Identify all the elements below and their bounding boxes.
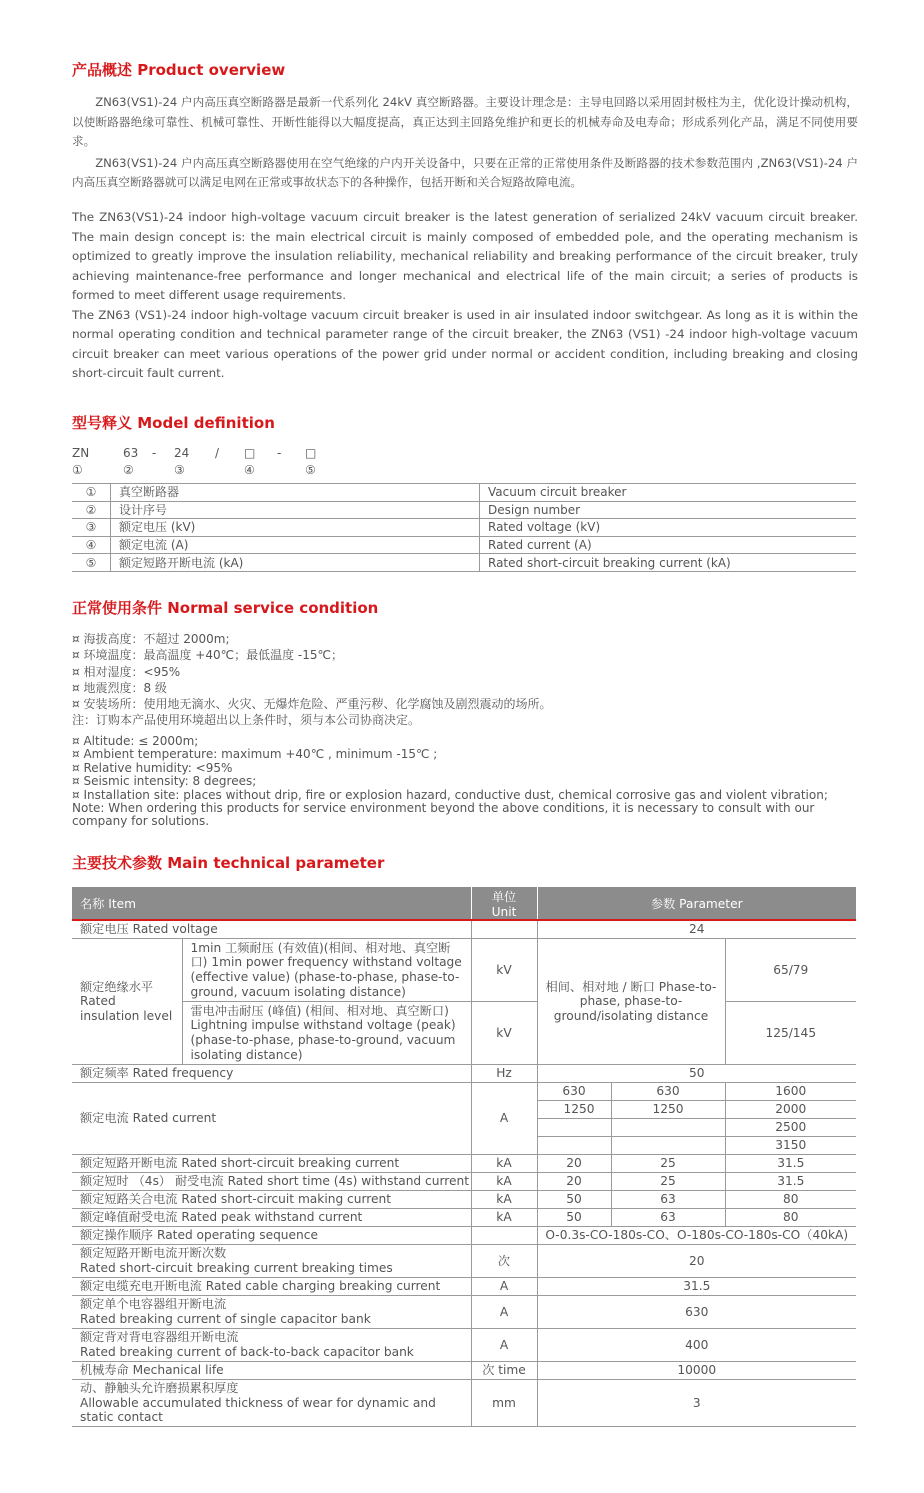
- row-name: [72, 1245, 471, 1278]
- row-unit: mm: [471, 1380, 537, 1427]
- header-unit: 单位 Unit: [471, 887, 537, 920]
- table-row: [72, 1209, 856, 1227]
- row-unit: A: [471, 1083, 537, 1155]
- row-num: ④: [72, 536, 111, 554]
- code-num: ②: [123, 463, 134, 477]
- code-num: ①: [72, 463, 83, 477]
- row-subname: 雷电冲击耐压 (峰值) (相间、相对地、真空断口) Lightning impulse withstand voltage (peak) (phase-to-phase, phase-to-ground, vacuum isolating distance): [182, 1002, 471, 1065]
- row-value: 2500: [725, 1119, 856, 1137]
- row-name-cn: 额定背对背电容器组开断电流: [80, 1330, 239, 1345]
- list-item: ¤ 地震烈度：8 级: [72, 680, 167, 695]
- row-name-en: Allowable accumulated thickness of wear for dynamic and static contact: [80, 1395, 436, 1425]
- section-title-model: 型号释义 Model definition: [72, 414, 275, 432]
- list-item: ¤ Seismic intensity: 8 degrees;: [72, 774, 257, 789]
- row-value: 24: [537, 920, 856, 939]
- code-part: 63: [123, 446, 139, 460]
- row-name: 额定短路关合电流 Rated short-circuit making current: [72, 1191, 471, 1209]
- technical-parameter-table: [72, 887, 856, 1427]
- code-num: ⑤: [305, 463, 316, 477]
- row-value: 1600: [725, 1083, 856, 1101]
- row-unit: kA: [471, 1209, 537, 1227]
- list-item: ¤ 海拔高度：不超过 2000m;: [72, 632, 230, 646]
- row-name: 额定电流 Rated current: [72, 1083, 471, 1155]
- row-unit: kA: [471, 1191, 537, 1209]
- table-row: [72, 939, 856, 1002]
- row-value: 3: [537, 1380, 856, 1427]
- model-definition-table: [72, 483, 856, 572]
- list-item: ¤ 环境温度：最高温度 +40℃；最低温度 -15℃；: [72, 648, 343, 663]
- section-title-overview: 产品概述 Product overview: [72, 61, 286, 79]
- row-name: [72, 1380, 471, 1427]
- code-part: -: [152, 446, 157, 460]
- row-value: 2000: [725, 1101, 856, 1119]
- row-en: Rated short-circuit breaking current (kA): [480, 554, 857, 572]
- row-num: ①: [72, 484, 111, 502]
- row-cn: 额定电压 (kV): [111, 519, 480, 537]
- row-value: O-0.3s-CO-180s-CO、O-180s-CO-180s-CO（40kA): [537, 1227, 856, 1245]
- row-en: Rated voltage (kV): [480, 519, 857, 537]
- code-part: /: [215, 446, 220, 460]
- row-unit: A: [471, 1296, 537, 1329]
- row-name: [72, 1296, 471, 1329]
- row-en: Rated current (A): [480, 536, 857, 554]
- overview-en-text: [72, 208, 858, 384]
- header-parameter: 参数 Parameter: [537, 887, 856, 920]
- list-item: ¤ Ambient temperature: maximum +40℃ , minimum -15℃ ;: [72, 747, 438, 762]
- row-num: ②: [72, 501, 111, 519]
- row-name-cn: 动、静触头允许磨损累积厚度: [80, 1381, 239, 1396]
- row-name: 额定电压 Rated voltage: [72, 920, 471, 939]
- row-value: 63: [611, 1209, 725, 1227]
- overview-en-paragraph-1: The ZN63(VS1)-24 indoor high-voltage vacuum circuit breaker is the latest generation of serialized 24kV vacuum circuit breaker. The main design concept is: the main electrical circuit is mainly composed of embedded pole, and the operating mechanism is optimized to greatly improve the insulation reliability, mechanical reliability and breaking performance of the circuit breaker, truly achieving maintenance-free performance and longer mechanical and electrical life of the main circuit; a series of products is formed to meet different usage requirements.: [72, 210, 858, 302]
- code-part: 24: [174, 446, 190, 460]
- row-value: 1250: [537, 1101, 611, 1119]
- row-value: 20: [537, 1173, 611, 1191]
- row-value: 80: [725, 1209, 856, 1227]
- row-value: 25: [611, 1155, 725, 1173]
- table-row: [72, 501, 856, 519]
- code-part: -: [277, 446, 282, 460]
- row-num: ⑤: [72, 554, 111, 572]
- table-row: [72, 1296, 856, 1329]
- row-condition: 相间、相对地 / 断口 Phase-to-phase, phase-to-ground/isolating distance: [537, 939, 725, 1065]
- row-value: 630: [611, 1083, 725, 1101]
- row-cn: 真空断路器: [111, 484, 480, 502]
- row-value: 25: [611, 1173, 725, 1191]
- row-value: 80: [725, 1191, 856, 1209]
- row-unit: A: [471, 1278, 537, 1296]
- row-unit: 次: [471, 1245, 537, 1278]
- list-item: ¤ 相对湿度：<95%: [72, 664, 181, 679]
- list-item: ¤ 安装场所：使用地无滴水、火灾、无爆炸危险、严重污秽、化学腐蚀及剧烈震动的场所。: [72, 697, 552, 712]
- table-row: [72, 920, 856, 939]
- table-row: [72, 1191, 856, 1209]
- code-part: □: [244, 446, 256, 460]
- row-unit: 次 time: [471, 1362, 537, 1380]
- list-item: ¤ Altitude: ≤ 2000m;: [72, 734, 199, 748]
- table-row: [72, 1173, 856, 1191]
- row-name-cn: 额定单个电容器组开断电流: [80, 1297, 227, 1312]
- row-name: 额定短路开断电流 Rated short-circuit breaking current: [72, 1155, 471, 1173]
- row-unit: kA: [471, 1155, 537, 1173]
- row-name: 额定绝缘水平 Rated insulation level: [72, 939, 182, 1065]
- row-num: ③: [72, 519, 111, 537]
- table-row: [72, 1227, 856, 1245]
- table-row: [72, 484, 856, 502]
- row-cn: 额定电流 (A): [111, 536, 480, 554]
- row-unit: kV: [471, 1002, 537, 1065]
- row-unit: Hz: [471, 1065, 537, 1083]
- row-subname: 1min 工频耐压 (有效值)(相间、相对地、真空断口) 1min power frequency withstand voltage (effective value) (phase-to-phase, phase-to-ground, vacuum isolating distance): [182, 939, 471, 1002]
- row-value: 1250: [611, 1101, 725, 1119]
- row-value: 20: [537, 1155, 611, 1173]
- row-cn: 设计序号: [111, 501, 480, 519]
- row-name: 额定峰值耐受电流 Rated peak withstand current: [72, 1209, 471, 1227]
- row-unit: kV: [471, 939, 537, 1002]
- row-value: 50: [537, 1209, 611, 1227]
- row-value: 31.5: [725, 1173, 856, 1191]
- service-cn-list: [72, 631, 551, 729]
- row-value: 400: [537, 1329, 856, 1362]
- section-title-tech: 主要技术参数 Main technical parameter: [72, 854, 385, 872]
- row-value: 20: [537, 1245, 856, 1278]
- table-row: [72, 1083, 856, 1101]
- table-row: [72, 1362, 856, 1380]
- code-part: □: [305, 446, 317, 460]
- list-item: ¤ Relative humidity: <95%: [72, 760, 233, 775]
- header-item: 名称 Item: [72, 887, 471, 920]
- row-value: 125/145: [725, 1002, 856, 1065]
- service-en-list: [72, 735, 862, 829]
- code-part: ZN: [72, 446, 90, 460]
- table-row: [72, 1278, 856, 1296]
- row-name-en: Rated short-circuit breaking current breaking times: [80, 1261, 393, 1275]
- row-en: Design number: [480, 501, 857, 519]
- row-name: 额定频率 Rated frequency: [72, 1065, 471, 1083]
- row-unit: kA: [471, 1173, 537, 1191]
- overview-cn-paragraph-2: ZN63(VS1)-24 户内高压真空断路器使用在空气绝缘的户内开关设备中，只要在正常的正常使用条件及断路器的技术参数范围内 ,ZN63(VS1)-24 户内高压真空断路器就可以满足电网在正常或事故状态下的各种操作，包括开断和关合短路故障电流。: [72, 155, 858, 190]
- row-value: 630: [537, 1083, 611, 1101]
- row-name: 额定短时 （4s） 耐受电流 Rated short time (4s) withstand current: [72, 1173, 471, 1191]
- row-cn: 额定短路开断电流 (kA): [111, 554, 480, 572]
- row-name: 额定操作顺序 Rated operating sequence: [72, 1227, 471, 1245]
- row-value: 63: [611, 1191, 725, 1209]
- row-value: 31.5: [725, 1155, 856, 1173]
- table-row: [72, 1329, 856, 1362]
- overview-cn-paragraph-1: ZN63(VS1)-24 户内高压真空断路器是最新一代系列化 24kV 真空断路器。主要设计理念是：主导电回路以采用固封极柱为主，优化设计操动机构，以使断路器绝缘可靠性、机械可靠性、开断性能得以大幅度提高，真正达到主回路免维护和更长的机械寿命及电寿命；形成系列化产品，满足不同使用要求。: [72, 95, 858, 149]
- row-name: 机械寿命 Mechanical life: [72, 1362, 471, 1380]
- table-row: [72, 1155, 856, 1173]
- table-row: [72, 519, 856, 537]
- row-en: Vacuum circuit breaker: [480, 484, 857, 502]
- row-value: 65/79: [725, 939, 856, 1002]
- row-name-en: Rated breaking current of single capacitor bank: [80, 1312, 371, 1326]
- table-row: [72, 554, 856, 572]
- row-value: 31.5: [537, 1278, 856, 1296]
- table-row: [72, 1380, 856, 1427]
- row-value: 630: [537, 1296, 856, 1329]
- row-value: 50: [537, 1191, 611, 1209]
- code-num: ④: [244, 463, 255, 477]
- row-value: 10000: [537, 1362, 856, 1380]
- row-value: 50: [537, 1065, 856, 1083]
- section-title-service: 正常使用条件 Normal service condition: [72, 599, 379, 617]
- table-header-row: [72, 887, 856, 920]
- overview-text: [72, 93, 858, 193]
- row-name-en: Rated breaking current of back-to-back capacitor bank: [80, 1345, 414, 1359]
- list-item: 注：订购本产品使用环境超出以上条件时，须与本公司协商决定。: [72, 713, 421, 728]
- overview-en-paragraph-2: The ZN63 (VS1)-24 indoor high-voltage vacuum circuit breaker is used in air insulated indoor switchgear. As long as it is within the normal operating condition and technical parameter range of the circuit breaker, the ZN63 (VS1) -24 indoor high-voltage vacuum circuit breaker can meet various operations of the power grid under normal or accident condition, including breaking and closing short-circuit fault current.: [72, 307, 858, 380]
- row-name-cn: 额定短路开断电流开断次数: [80, 1246, 227, 1261]
- row-name: 额定电缆充电开断电流 Rated cable charging breaking current: [72, 1278, 471, 1296]
- code-num: ③: [174, 463, 185, 477]
- list-item: ¤ Installation site: places without drip, fire or explosion hazard, conductive dust, chemical corrosive gas and violent vibration;: [72, 787, 828, 802]
- table-row: [72, 1245, 856, 1278]
- table-row: [72, 536, 856, 554]
- row-name: [72, 1329, 471, 1362]
- list-item: Note: When ordering this products for service environment beyond the above conditions, it is necessary to consult with our company for solutions.: [72, 801, 815, 829]
- row-unit: A: [471, 1329, 537, 1362]
- table-row: [72, 1065, 856, 1083]
- row-value: 3150: [725, 1137, 856, 1155]
- table-row: [72, 1002, 856, 1065]
